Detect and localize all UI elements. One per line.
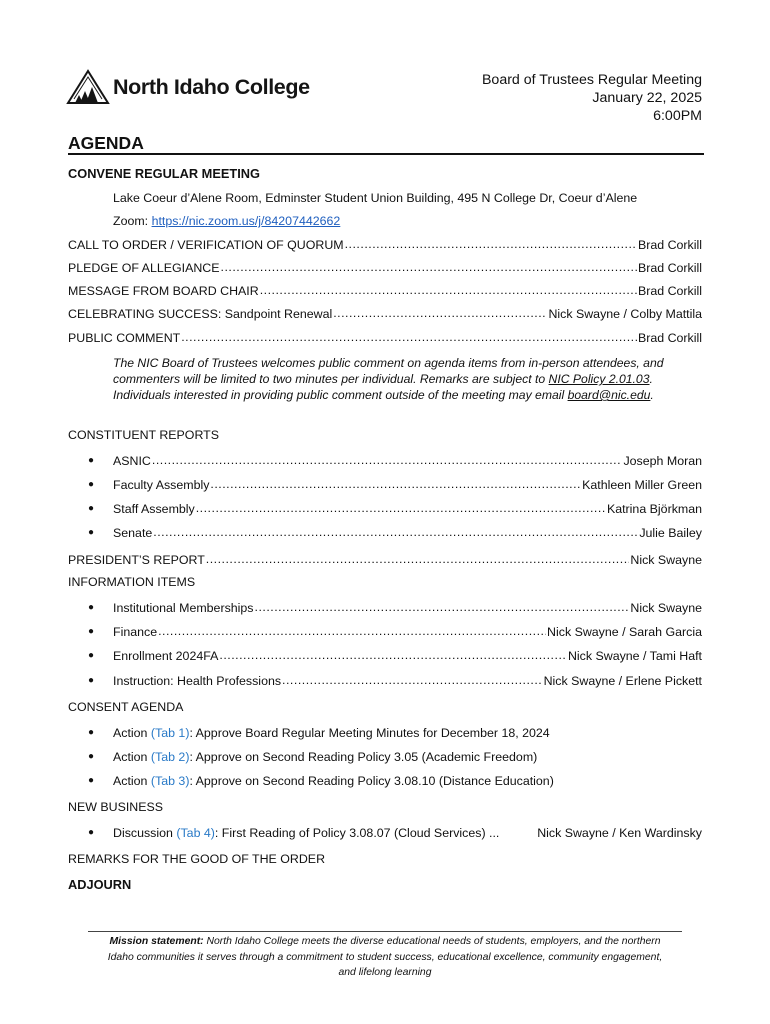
item-prefix: Action: [113, 726, 151, 740]
tab-link[interactable]: (Tab 2): [150, 750, 190, 764]
leader-dots: [219, 648, 567, 663]
item-label: Instruction: Health Professions: [113, 674, 282, 688]
leader-dots: [345, 237, 637, 252]
college-logo: [66, 68, 326, 106]
leader-dots: [333, 306, 547, 321]
bullet-icon: ●: [88, 751, 95, 762]
list-item: [88, 748, 702, 764]
item-text: : Approve Board Regular Meeting Minutes for December 18, 2024: [189, 726, 550, 740]
zoom-line: [113, 214, 340, 228]
adjourn-heading: ADJOURN: [68, 877, 132, 892]
list-item: [88, 524, 702, 540]
agenda-item-presenter: Nick Swayne / Colby Mattila: [548, 307, 702, 321]
new-business-heading: NEW BUSINESS: [68, 800, 164, 814]
list-item: [88, 476, 702, 492]
college-name: North Idaho College: [113, 74, 310, 99]
note-text: .: [650, 388, 654, 402]
item-text: : Approve on Second Reading Policy 3.08.10 (Distance Education): [189, 774, 554, 788]
bullet-icon: ●: [88, 479, 95, 490]
meeting-time: 6:00PM: [653, 108, 702, 124]
list-item: [88, 647, 702, 663]
leader-dots: [181, 330, 637, 345]
agenda-divider: [68, 153, 704, 155]
agenda-item-call-to-order: [68, 236, 702, 252]
mission-label: Mission statement:: [109, 936, 204, 947]
item-prefix: Action: [113, 750, 151, 764]
agenda-item-presenter: Brad Corkill: [637, 261, 702, 275]
zoom-link[interactable]: https://nic.zoom.us/j/84207442662: [151, 214, 341, 228]
item-presenter: Nick Swayne / Erlene Pickett: [543, 674, 702, 688]
tab-link[interactable]: (Tab 4): [176, 826, 215, 840]
agenda-item-label: CALL TO ORDER / VERIFICATION OF QUORUM: [68, 238, 344, 252]
bullet-icon: ●: [88, 455, 95, 466]
item-presenter: Kathleen Miller Green: [582, 478, 702, 492]
list-item: [88, 623, 702, 639]
note-text: . Individuals interested in providing public comment outside of the meeting may email: [113, 372, 653, 402]
zoom-label: Zoom:: [113, 214, 152, 228]
agenda-item-label: PUBLIC COMMENT: [68, 331, 181, 345]
bullet-icon: ●: [88, 527, 95, 538]
agenda-item-label: MESSAGE FROM BOARD CHAIR: [68, 284, 259, 298]
bullet-icon: ●: [88, 727, 95, 738]
item-text: : Approve on Second Reading Policy 3.05 (Academic Freedom): [189, 750, 538, 764]
leader-dots: [282, 673, 543, 688]
agenda-item-celebrating-success: [68, 305, 702, 321]
item-label: Faculty Assembly: [113, 478, 210, 492]
meeting-date: January 22, 2025: [592, 90, 702, 106]
list-item: [88, 724, 702, 740]
meeting-location: Lake Coeur d’Alene Room, Edminster Student Union Building, 495 N College Dr, Coeur d’Alene: [113, 191, 638, 205]
convene-heading: CONVENE REGULAR MEETING: [68, 166, 260, 181]
agenda-item-pledge: [68, 259, 702, 275]
item-label: Senate: [113, 526, 153, 540]
agenda-item-public-comment: [68, 329, 702, 345]
bullet-icon: ●: [88, 602, 95, 613]
leader-dots: [221, 260, 637, 275]
agenda-item-board-chair: [68, 282, 702, 298]
list-item: [88, 672, 702, 688]
leader-dots: [158, 624, 546, 639]
consent-agenda-heading: CONSENT AGENDA: [68, 700, 184, 714]
item-label: [113, 826, 499, 840]
agenda-title: AGENDA: [68, 133, 144, 153]
item-presenter: Nick Swayne / Ken Wardinsky: [537, 826, 702, 840]
agenda-item-label: PLEDGE OF ALLEGIANCE: [68, 261, 220, 275]
bullet-icon: ●: [88, 650, 95, 661]
tab-link[interactable]: (Tab 3): [150, 774, 190, 788]
mountain-trees-logo-icon: [66, 69, 110, 105]
item-presenter: Nick Swayne / Sarah Garcia: [547, 625, 702, 639]
item-label: Staff Assembly: [113, 502, 195, 516]
bullet-icon: ●: [88, 503, 95, 514]
item-presenter: Julie Bailey: [639, 526, 702, 540]
item-label: [113, 774, 554, 788]
footer-divider: [88, 931, 682, 932]
meeting-info: [482, 71, 702, 125]
item-label: [113, 726, 550, 740]
leader-dots: [210, 477, 581, 492]
leader-dots: [260, 283, 637, 298]
tab-link[interactable]: (Tab 1): [150, 726, 190, 740]
item-presenter: Nick Swayne / Tami Haft: [567, 649, 702, 663]
bullet-icon: ●: [88, 827, 95, 838]
information-items-heading: INFORMATION ITEMS: [68, 575, 196, 589]
leader-dots: [255, 600, 630, 615]
note-text: The NIC Board of Trustees welcomes public comment on agenda items from in-person attendees, and commenters will be limited to two minutes per individual. Remarks are subject to: [113, 356, 664, 386]
constituent-reports-heading: CONSTITUENT REPORTS: [68, 428, 219, 442]
agenda-item-label: PRESIDENT’S REPORT: [68, 553, 205, 567]
item-label: [113, 750, 537, 764]
leader-dots: [206, 552, 630, 567]
agenda-item-presenter: Brad Corkill: [637, 284, 702, 298]
list-item: [88, 452, 702, 468]
bullet-icon: ●: [88, 675, 95, 686]
list-item: [88, 772, 702, 788]
item-presenter: Nick Swayne: [630, 601, 702, 615]
agenda-item-presenter: Nick Swayne: [630, 553, 702, 567]
public-comment-note: [113, 355, 673, 403]
meeting-title: Board of Trustees Regular Meeting: [481, 72, 702, 88]
mission-text: North Idaho College meets the diverse educational needs of students, employers, and the northern Idaho communities it serves through a commitment to student success, educational excellence, community engagement, and lifelong learning: [107, 936, 663, 978]
item-label: ASNIC: [113, 454, 151, 468]
agenda-item-label: CELEBRATING SUCCESS: Sandpoint Renewal: [68, 307, 333, 321]
email-link[interactable]: board@nic.edu: [567, 388, 651, 402]
agenda-item-presenter: Brad Corkill: [637, 331, 702, 345]
agenda-item-presenter: Brad Corkill: [637, 238, 702, 252]
mission-statement: [100, 934, 670, 981]
item-label: Finance: [113, 625, 158, 639]
item-presenter: Joseph Moran: [623, 454, 702, 468]
leader-dots: [152, 453, 623, 468]
item-label: Institutional Memberships: [113, 601, 254, 615]
bullet-icon: ●: [88, 775, 95, 786]
item-prefix: Discussion: [113, 826, 177, 840]
item-prefix: Action: [113, 774, 151, 788]
remarks-heading: REMARKS FOR THE GOOD OF THE ORDER: [68, 852, 326, 866]
leader-dots: [196, 501, 606, 516]
policy-link[interactable]: NIC Policy 2.01.03: [548, 372, 650, 386]
item-label: Enrollment 2024FA: [113, 649, 219, 663]
bullet-icon: ●: [88, 626, 95, 637]
item-text: : First Reading of Policy 3.08.07 (Cloud Services) ...: [214, 826, 500, 840]
list-item: [88, 500, 702, 516]
leader-dots: [153, 525, 638, 540]
agenda-item-president-report: [68, 551, 702, 567]
item-presenter: Katrina Björkman: [606, 502, 702, 516]
list-item: [88, 599, 702, 615]
list-item: [88, 824, 702, 840]
